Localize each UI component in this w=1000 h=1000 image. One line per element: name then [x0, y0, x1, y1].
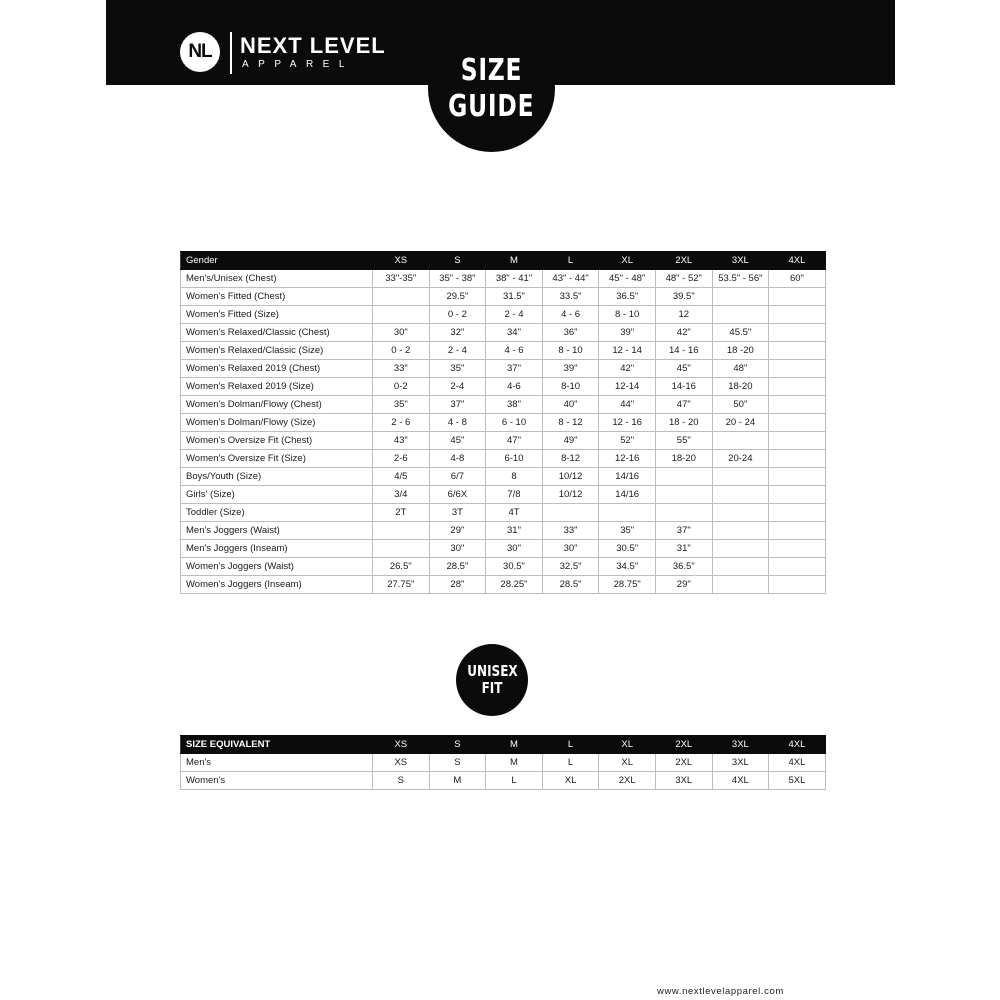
table-row: [181, 378, 826, 396]
table-cell: 28.25": [486, 576, 543, 594]
row-label-cell: Women's Relaxed 2019 (Chest): [181, 360, 373, 378]
table-cell: 45.5": [712, 324, 769, 342]
table-cell: 31": [486, 522, 543, 540]
table-cell: 2 - 4: [486, 306, 543, 324]
header-label-cell: SIZE EQUIVALENT: [181, 736, 373, 754]
row-label-cell: Women's Dolman/Flowy (Size): [181, 414, 373, 432]
table-cell: [769, 450, 826, 468]
table-cell: 0-2: [373, 378, 430, 396]
table-cell: 28.75": [599, 576, 656, 594]
table-cell: 14 - 16: [655, 342, 712, 360]
table-cell: 20-24: [712, 450, 769, 468]
table-cell: 47": [655, 396, 712, 414]
table-cell: [712, 504, 769, 522]
table-cell: 6 - 10: [486, 414, 543, 432]
table-cell: 49": [542, 432, 599, 450]
table-cell: 4T: [486, 504, 543, 522]
table-cell: 18-20: [712, 378, 769, 396]
size-guide-line-2: GUIDE: [448, 88, 535, 124]
table-cell: 34": [486, 324, 543, 342]
table-cell: [373, 306, 430, 324]
table-cell: [769, 468, 826, 486]
table-cell: 12-14: [599, 378, 656, 396]
table-cell: [373, 540, 430, 558]
table-cell: 43" - 44": [542, 270, 599, 288]
table-cell: 30": [486, 540, 543, 558]
table-cell: 8: [486, 468, 543, 486]
table-cell: 2 - 4: [429, 342, 486, 360]
table-cell: [769, 576, 826, 594]
table-cell: 4XL: [712, 772, 769, 790]
table-cell: [769, 378, 826, 396]
table-cell: 30": [373, 324, 430, 342]
table-cell: [769, 522, 826, 540]
table-cell: 12: [655, 306, 712, 324]
row-label-cell: Men's Joggers (Waist): [181, 522, 373, 540]
table-cell: [712, 306, 769, 324]
table-cell: 0 - 2: [429, 306, 486, 324]
table-cell: 3XL: [712, 754, 769, 772]
header-size-cell: S: [429, 736, 486, 754]
unisex-fit-line-1: UNISEX: [466, 662, 518, 680]
table-cell: L: [542, 754, 599, 772]
header-size-cell: 3XL: [712, 252, 769, 270]
table-row: [181, 288, 826, 306]
table-cell: 33": [373, 360, 430, 378]
table-cell: 42": [655, 324, 712, 342]
table-cell: 4-6: [486, 378, 543, 396]
table-cell: [655, 486, 712, 504]
table-cell: 47": [486, 432, 543, 450]
table-cell: 30.5": [486, 558, 543, 576]
table-row: [181, 576, 826, 594]
table-cell: 14/16: [599, 486, 656, 504]
brand-subname: APPAREL: [242, 59, 354, 70]
table-cell: [769, 288, 826, 306]
table-cell: [769, 324, 826, 342]
table-cell: [655, 468, 712, 486]
table-row: [181, 558, 826, 576]
table-cell: 39": [599, 324, 656, 342]
row-label-cell: Toddler (Size): [181, 504, 373, 522]
table-cell: [769, 396, 826, 414]
table-row: [181, 504, 826, 522]
table-cell: L: [486, 772, 543, 790]
table-cell: 33.5": [542, 288, 599, 306]
header-size-cell: 3XL: [712, 736, 769, 754]
table-cell: [712, 540, 769, 558]
table-cell: 55": [655, 432, 712, 450]
table-cell: [712, 432, 769, 450]
logo-badge: NL: [180, 32, 220, 72]
table-cell: 4XL: [769, 754, 826, 772]
row-label-cell: Women's Fitted (Size): [181, 306, 373, 324]
table-cell: XL: [599, 754, 656, 772]
table-cell: 50": [712, 396, 769, 414]
table-row: [181, 360, 826, 378]
table-cell: 31.5": [486, 288, 543, 306]
table-cell: 2XL: [655, 754, 712, 772]
table-cell: 18 -20: [712, 342, 769, 360]
header-size-cell: XL: [599, 252, 656, 270]
table-cell: 48" - 52": [655, 270, 712, 288]
table-cell: [712, 468, 769, 486]
table-cell: 48": [712, 360, 769, 378]
table-row: [181, 540, 826, 558]
table-cell: 32.5": [542, 558, 599, 576]
table-cell: 8-10: [542, 378, 599, 396]
size-equivalent-table: [180, 735, 826, 790]
header-label-cell: Gender: [181, 252, 373, 270]
table-cell: [712, 522, 769, 540]
header-size-cell: 2XL: [655, 252, 712, 270]
row-label-cell: Women's Joggers (Waist): [181, 558, 373, 576]
table-cell: 35": [373, 396, 430, 414]
table-cell: 30": [429, 540, 486, 558]
table-cell: [769, 306, 826, 324]
table-cell: 10/12: [542, 486, 599, 504]
table-cell: 37": [429, 396, 486, 414]
table-row: [181, 522, 826, 540]
table-cell: 34.5": [599, 558, 656, 576]
table-cell: 7/8: [486, 486, 543, 504]
table-cell: 2 - 6: [373, 414, 430, 432]
table-row: [181, 772, 826, 790]
table-cell: 2-6: [373, 450, 430, 468]
table-cell: [712, 558, 769, 576]
table-cell: 2XL: [599, 772, 656, 790]
table-row: [181, 414, 826, 432]
table-cell: S: [373, 772, 430, 790]
table-cell: 45": [655, 360, 712, 378]
header-size-cell: 4XL: [769, 252, 826, 270]
table-cell: 2-4: [429, 378, 486, 396]
table-cell: 39.5": [655, 288, 712, 306]
table-row: [181, 270, 826, 288]
table-cell: S: [429, 754, 486, 772]
header-size-cell: 2XL: [655, 736, 712, 754]
table-cell: 5XL: [769, 772, 826, 790]
row-label-cell: Men's Joggers (Inseam): [181, 540, 373, 558]
table-cell: [769, 342, 826, 360]
header-size-cell: 4XL: [769, 736, 826, 754]
row-label-cell: Women's Relaxed/Classic (Chest): [181, 324, 373, 342]
row-label-cell: Women's: [181, 772, 373, 790]
table-cell: 6-10: [486, 450, 543, 468]
table-cell: 45" - 48": [599, 270, 656, 288]
size-chart-table: [180, 251, 826, 594]
table-cell: 40": [542, 396, 599, 414]
table-cell: 8-12: [542, 450, 599, 468]
table-cell: 33"-35": [373, 270, 430, 288]
table-cell: 12-16: [599, 450, 656, 468]
table-cell: XS: [373, 754, 430, 772]
table-cell: M: [429, 772, 486, 790]
table-cell: 8 - 10: [542, 342, 599, 360]
table-cell: 30": [542, 540, 599, 558]
table-cell: [769, 486, 826, 504]
table-row: [181, 450, 826, 468]
table-row: [181, 754, 826, 772]
table-cell: 26.5": [373, 558, 430, 576]
table-cell: 45": [429, 432, 486, 450]
table-cell: 3XL: [655, 772, 712, 790]
table-row: [181, 342, 826, 360]
table-cell: 38" - 41": [486, 270, 543, 288]
table-cell: 8 - 12: [542, 414, 599, 432]
row-label-cell: Women's Fitted (Chest): [181, 288, 373, 306]
table-header-row: [181, 736, 826, 754]
brand-name: NEXT LEVEL: [240, 33, 386, 58]
table-cell: [542, 504, 599, 522]
row-label-cell: Men's: [181, 754, 373, 772]
table-cell: 12 - 14: [599, 342, 656, 360]
table-cell: [769, 504, 826, 522]
table-cell: 30.5": [599, 540, 656, 558]
table-cell: 38": [486, 396, 543, 414]
table-cell: 28": [429, 576, 486, 594]
table-cell: 52": [599, 432, 656, 450]
header-size-cell: S: [429, 252, 486, 270]
table-cell: 43": [373, 432, 430, 450]
table-row: [181, 468, 826, 486]
table-cell: 37": [486, 360, 543, 378]
table-cell: 27.75": [373, 576, 430, 594]
table-cell: 29": [429, 522, 486, 540]
table-row: [181, 432, 826, 450]
header-size-cell: L: [542, 736, 599, 754]
unisex-fit-line-2: FIT: [481, 679, 503, 697]
table-cell: 18-20: [655, 450, 712, 468]
header-size-cell: M: [486, 736, 543, 754]
table-cell: 33": [542, 522, 599, 540]
table-cell: 37": [655, 522, 712, 540]
table-cell: [712, 576, 769, 594]
table-cell: [373, 522, 430, 540]
table-cell: 28.5": [429, 558, 486, 576]
table-cell: 18 - 20: [655, 414, 712, 432]
website-url: www.nextlevelapparel.com: [657, 986, 784, 997]
table-cell: 4 - 6: [542, 306, 599, 324]
table-cell: 28.5": [542, 576, 599, 594]
table-cell: 20 - 24: [712, 414, 769, 432]
table-cell: 60": [769, 270, 826, 288]
row-label-cell: Boys/Youth (Size): [181, 468, 373, 486]
table-row: [181, 324, 826, 342]
table-row: [181, 306, 826, 324]
header-size-cell: XL: [599, 736, 656, 754]
table-cell: [373, 288, 430, 306]
row-label-cell: Women's Oversize Fit (Size): [181, 450, 373, 468]
table-cell: 12 - 16: [599, 414, 656, 432]
table-cell: [769, 432, 826, 450]
header-size-cell: L: [542, 252, 599, 270]
table-cell: [712, 288, 769, 306]
logo-divider: [230, 32, 232, 74]
table-cell: 44": [599, 396, 656, 414]
table-cell: XL: [542, 772, 599, 790]
table-cell: 14/16: [599, 468, 656, 486]
table-cell: 14-16: [655, 378, 712, 396]
row-label-cell: Women's Relaxed 2019 (Size): [181, 378, 373, 396]
table-cell: 4/5: [373, 468, 430, 486]
table-cell: [769, 414, 826, 432]
table-cell: 35" - 38": [429, 270, 486, 288]
table-row: [181, 396, 826, 414]
table-cell: 35": [429, 360, 486, 378]
table-cell: 31": [655, 540, 712, 558]
table-cell: 29": [655, 576, 712, 594]
table-cell: 39": [542, 360, 599, 378]
table-cell: 42": [599, 360, 656, 378]
table-cell: 0 - 2: [373, 342, 430, 360]
row-label-cell: Girls' (Size): [181, 486, 373, 504]
table-cell: 10/12: [542, 468, 599, 486]
table-cell: 3T: [429, 504, 486, 522]
row-label-cell: Women's Relaxed/Classic (Size): [181, 342, 373, 360]
header-size-cell: XS: [373, 252, 430, 270]
table-cell: 36.5": [655, 558, 712, 576]
table-row: [181, 486, 826, 504]
table-cell: 4 - 6: [486, 342, 543, 360]
table-cell: 4-8: [429, 450, 486, 468]
row-label-cell: Women's Joggers (Inseam): [181, 576, 373, 594]
table-cell: 36": [542, 324, 599, 342]
table-cell: 32": [429, 324, 486, 342]
table-cell: [655, 504, 712, 522]
table-cell: [769, 558, 826, 576]
table-cell: 8 - 10: [599, 306, 656, 324]
table-cell: [769, 540, 826, 558]
row-label-cell: Women's Oversize Fit (Chest): [181, 432, 373, 450]
size-guide-badge: [428, 25, 555, 152]
table-cell: 36.5": [599, 288, 656, 306]
table-cell: 3/4: [373, 486, 430, 504]
table-cell: [712, 486, 769, 504]
row-label-cell: Men's/Unisex (Chest): [181, 270, 373, 288]
table-cell: 6/7: [429, 468, 486, 486]
table-cell: 35": [599, 522, 656, 540]
table-cell: 4 - 8: [429, 414, 486, 432]
table-cell: [769, 360, 826, 378]
table-cell: 29.5": [429, 288, 486, 306]
unisex-fit-badge: [456, 644, 528, 716]
row-label-cell: Women's Dolman/Flowy (Chest): [181, 396, 373, 414]
header-size-cell: M: [486, 252, 543, 270]
table-header-row: [181, 252, 826, 270]
header-size-cell: XS: [373, 736, 430, 754]
table-cell: 53.5" - 56": [712, 270, 769, 288]
table-cell: M: [486, 754, 543, 772]
table-cell: [599, 504, 656, 522]
size-guide-line-1: SIZE: [460, 52, 523, 88]
table-cell: 2T: [373, 504, 430, 522]
table-cell: 6/6X: [429, 486, 486, 504]
